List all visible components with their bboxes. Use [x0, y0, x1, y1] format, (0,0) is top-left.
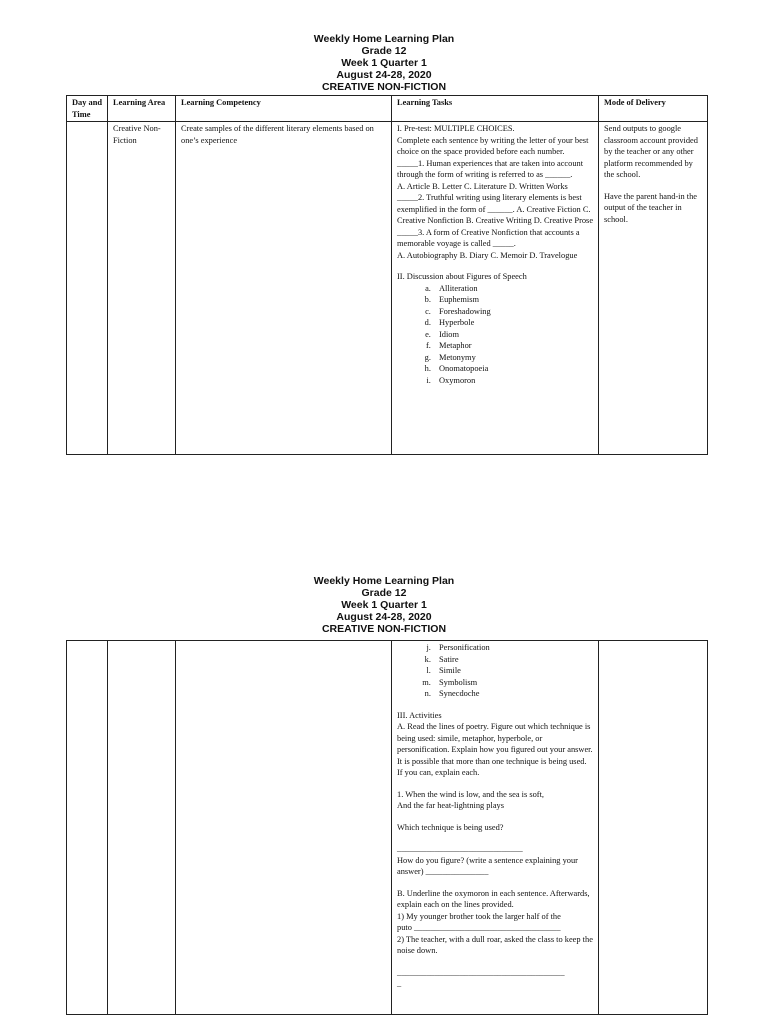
plan-table: [66, 95, 708, 455]
page-header: [0, 575, 768, 635]
date-range: August 24-28, 2020: [336, 611, 432, 623]
plan-table-continued: [66, 640, 708, 1015]
list-item: i. Oxymoron: [433, 375, 594, 387]
activity-b: B. Underline the oxymoron in each sentence. Afterwards, explain each on the lines provided.: [397, 888, 590, 909]
question-3: _____3. A form of Creative Nonfiction that accounts a memorable voyage is called _____.: [397, 227, 580, 248]
oxymoron-item-1: 1) My younger brother took the larger half of the: [397, 911, 561, 921]
answer-line: ______________________________: [397, 844, 523, 853]
explain-prompt: How do you figure? (write a sentence explaining your answer) _______________: [397, 855, 578, 876]
poem-line-1: 1. When the wind is low, and the sea is soft,: [397, 789, 545, 799]
tasks-cell: [392, 122, 599, 455]
list-item: m. Symbolism: [433, 677, 594, 689]
column-header-tasks: Learning Tasks: [392, 96, 599, 122]
mode-paragraph-2: Have the parent hand-in the output of the teacher in school.: [604, 191, 698, 224]
date-range: August 24-28, 2020: [336, 69, 432, 81]
mode-paragraph-1: Send outputs to google classroom account provided by the teacher or any other platform recommended by the school.: [604, 124, 698, 179]
column-header-competency: Learning Competency: [176, 96, 392, 122]
list-item: k. Satire: [433, 654, 594, 666]
list-item: c. Foreshadowing: [433, 306, 594, 318]
discussion-title: II. Discussion about Figures of Speech: [397, 272, 527, 281]
list-item: g. Metonymy: [433, 352, 594, 364]
column-header-area: Learning Area: [108, 96, 176, 122]
question-1-choices: A. Article B. Letter C. Literature D. Written Works: [397, 181, 568, 191]
question-1: _____1. Human experiences that are taken into account through the form of writing is referred to as ______.: [397, 158, 584, 179]
day-cell: [67, 122, 108, 455]
poem-line-2: And the far heat-lightning plays: [397, 801, 504, 810]
plan-title: Weekly Home Learning Plan: [313, 33, 455, 45]
activity-a: A. Read the lines of poetry. Figure out which technique is being used: simile, metaphor, hyperbole, or personification. Explain how you figured out your answer. It is possible that more than one technique is being used. If you can, explain each.: [397, 722, 593, 777]
list-item: b. Euphemism: [433, 294, 594, 306]
mode-cell: [599, 641, 708, 1015]
page-header: [0, 33, 768, 93]
question-3-choices: A. Autobiography B. Diary C. Memoir D. Travelogue: [397, 250, 578, 260]
list-item: f. Metaphor: [433, 340, 594, 352]
grade-label: Grade 12: [361, 587, 407, 599]
grade-label: Grade 12: [361, 45, 407, 57]
plan-title: Weekly Home Learning Plan: [313, 575, 455, 587]
activities-title: III. Activities: [397, 710, 442, 720]
pretest-instructions: Complete each sentence by writing the letter of your best choice on the space provided before each number.: [397, 135, 589, 156]
figures-list-continued: [397, 642, 594, 700]
oxymoron-item-2: 2) The teacher, with a dull roar, asked the class to keep the noise down.: [397, 934, 593, 955]
week-label: Week 1 Quarter 1: [341, 57, 427, 69]
list-item: j. Personification: [433, 642, 594, 654]
area-cell: [108, 641, 176, 1015]
column-header-day: Day and Time: [67, 96, 108, 122]
list-item: d. Hyperbole: [433, 317, 594, 329]
oxymoron-item-2-tail: _: [397, 979, 402, 988]
mode-cell: [599, 122, 708, 455]
list-item: e. Idiom: [433, 329, 594, 341]
list-item: h. Onomatopoeia: [433, 363, 594, 375]
oxymoron-item-2-blank: ________________________________________: [397, 967, 565, 977]
competency-cell: Create samples of the different literary elements based on one’s experience: [176, 122, 392, 455]
subject-label: CREATIVE NON-FICTION: [321, 81, 447, 93]
list-item: a. Alliteration: [433, 283, 594, 295]
day-cell: [67, 641, 108, 1015]
oxymoron-item-1-blank: puto ___________________________________: [397, 923, 561, 932]
technique-question: Which technique is being used?: [397, 822, 504, 832]
list-item: n. Synecdoche: [433, 688, 594, 700]
column-header-mode: Mode of Delivery: [599, 96, 708, 122]
table-row: [67, 122, 708, 455]
subject-label: CREATIVE NON-FICTION: [321, 623, 447, 635]
figures-list: [397, 283, 594, 387]
tasks-cell: [392, 641, 599, 1015]
list-item: l. Simile: [433, 665, 594, 677]
competency-cell: [176, 641, 392, 1015]
table-header-row: [67, 96, 708, 122]
area-cell: Creative Non-Fiction: [108, 122, 176, 455]
table-row: [67, 641, 708, 1015]
question-2: _____2. Truthful writing using literary elements is best exemplified in the form of ______. A. Creative Fiction C. Creative Nonfiction B. Creative Writing D. Creative Prose: [397, 193, 594, 225]
week-label: Week 1 Quarter 1: [341, 599, 427, 611]
pretest-title: I. Pre-test: MULTIPLE CHOICES.: [397, 124, 515, 133]
